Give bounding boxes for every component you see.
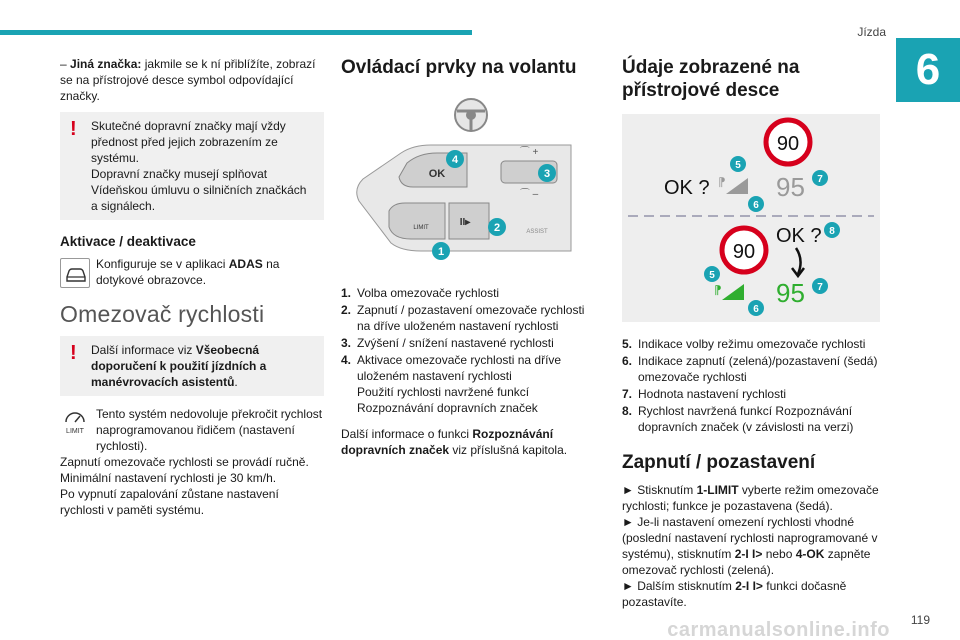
dashboard-display-diagram — [622, 114, 880, 322]
svg-text:6: 6 — [753, 304, 759, 315]
limiter-icon-grey — [718, 175, 748, 194]
limit-info-block: LIMIT Tento systém nedovoluje překročit rychlost naprogramovanou řidičem (nastavení rychlosti). Zapnutí omezovače rychlosti se provádí ručně. Minimální nastavení rychlosti je 30 km/h. Po vypnutí zapalování zůstane nastavení rychlosti v paměti systému. — [60, 407, 323, 517]
display-list — [622, 336, 884, 435]
limit-icon-label: LIMIT — [66, 428, 84, 435]
limit-speedometer-icon — [60, 406, 90, 436]
warning-box-more-info: ! Další informace viz Všeobecná doporučení k použití jízdních a manévrovacích asistentů. — [60, 336, 324, 396]
dashboard-display-svg — [622, 114, 880, 322]
section-title-dashboard-data: Údaje zobrazené na přístrojové desce — [622, 57, 800, 101]
ok-button-label: OK — [428, 168, 446, 180]
intro-bold: Jiná značka: — [70, 57, 142, 71]
svg-text:5: 5 — [709, 270, 715, 281]
watermark: carmanualsonline.info — [667, 619, 890, 640]
callout-8-bottom — [824, 222, 840, 238]
list-item: 3. Zvýšení / snížení nastavené rychlosti — [341, 336, 554, 350]
intro-paragraph: – Jiná značka: jakmile se k ní přiblížíte, zobrazí se na přístrojové desce symbol odpovídající značky. — [60, 57, 316, 103]
ok-question-bottom: OK ? — [776, 225, 822, 247]
list-item: 1. Volba omezovače rychlosti — [341, 286, 500, 300]
chapter-title: Jízda — [857, 25, 886, 39]
step-paragraph: ► Stisknutím 1-LIMIT vyberte režim omezovače rychlosti; funkce je pozastavena (šedá). — [622, 483, 879, 513]
ok-question-top: OK ? — [664, 177, 710, 199]
callout-7-top — [812, 170, 828, 186]
steering-controls-diagram — [341, 93, 595, 273]
callout-5-top — [730, 156, 746, 172]
svg-text:3: 3 — [543, 168, 551, 180]
svg-text:7: 7 — [817, 174, 823, 185]
svg-text:1: 1 — [437, 246, 445, 258]
set-speed-top: 95 — [776, 172, 805, 202]
chapter-number-badge: 6 — [896, 38, 960, 102]
section-title-activation: Zapnutí / pozastavení — [622, 452, 816, 473]
svg-text:⁋: ⁋ — [714, 283, 722, 297]
warning-box-traffic-signs: ! Skutečné dopravní značky mají vždy přednost před jejich zobrazením ze systému. Dopravní značky musejí splňovat Vídeňskou úmluvu o silničních značkách a signálech. — [60, 112, 324, 220]
callout-2 — [488, 218, 506, 236]
speed-limit-sign-bottom — [722, 228, 766, 272]
list-item: 5. Indikace volby režimu omezovače rychlosti — [622, 337, 866, 351]
callout-6-bottom — [748, 300, 764, 316]
svg-text:90: 90 — [776, 133, 800, 155]
callout-7-bottom — [812, 278, 828, 294]
header-accent-bar — [0, 30, 472, 35]
step-paragraph: ► Dalším stisknutím 2-I I> funkci dočasně pozastavíte. — [622, 579, 847, 609]
svg-text:⌒ –: ⌒ – — [519, 189, 539, 200]
limiter-icon-green — [714, 283, 744, 300]
more-info-paragraph: Další informace o funkci Rozpoznávání dopravních značek viz příslušná kapitola. — [341, 427, 568, 457]
svg-text:6: 6 — [753, 200, 759, 211]
callout-1 — [432, 242, 450, 260]
speed-limit-sign-top — [766, 120, 810, 164]
svg-text:8: 8 — [829, 226, 835, 237]
callout-4 — [446, 150, 464, 168]
list-item: 7. Hodnota nastavení rychlosti — [622, 387, 787, 401]
controls-list — [341, 285, 595, 416]
list-item: 6. Indikace zapnutí (zelená)/pozastavení (šedá) omezovače rychlosti — [622, 354, 878, 384]
page-number: 119 — [910, 613, 930, 627]
limit-button-label: LIMIT — [413, 225, 429, 231]
exclamation-icon: ! — [70, 342, 77, 364]
svg-text:7: 7 — [817, 282, 823, 293]
callout-5-bottom — [704, 266, 720, 282]
column-right — [622, 56, 884, 610]
activation-heading: Aktivace / deaktivace — [60, 234, 196, 249]
svg-text:90: 90 — [732, 241, 756, 263]
list-item: 2. Zapnutí / pozastavení omezovače rychlosti na dříve uloženém nastavení rychlosti — [341, 303, 585, 333]
arrow-icon — [796, 248, 801, 274]
step-paragraph: ► Je-li nastavení omezení rychlosti vhodné (poslední nastavení rychlosti naprogramované v systému), stisknutím 2-I I> nebo 4-OK zapněte omezovač rychlosti (zelená). — [622, 515, 878, 577]
svg-text:2: 2 — [493, 222, 501, 234]
exclamation-icon: ! — [70, 118, 77, 140]
svg-text:4: 4 — [451, 154, 459, 166]
callout-3 — [538, 164, 556, 182]
set-speed-bottom: 95 — [776, 278, 805, 308]
svg-text:⁋: ⁋ — [718, 175, 726, 189]
section-title-speed-limiter: Omezovač rychlosti — [60, 301, 265, 327]
car-adas-icon — [60, 258, 90, 288]
callout-6-top — [748, 196, 764, 212]
svg-text:5: 5 — [735, 160, 741, 171]
list-item: 4. Aktivace omezovače rychlosti na dříve uloženém nastavení rychlosti Použití rychlosti navržené funkcí Rozpoznávání dopravních značek — [341, 353, 562, 415]
pause-button-label: II▸ — [459, 217, 471, 228]
column-left — [60, 56, 324, 518]
list-item: 8. Rychlost navržená funkcí Rozpoznávání dopravních značek (v závislosti na verzi) — [622, 404, 854, 434]
activation-instruction: Konfiguruje se v aplikaci ADAS na dotykové obrazovce. — [60, 256, 324, 290]
section-title-steering-controls: Ovládací prvky na volantu — [341, 57, 577, 78]
assist-label: ASSIST — [526, 229, 548, 235]
steering-wheel-icon — [455, 99, 487, 131]
steering-diagram-svg — [341, 93, 595, 273]
column-middle — [341, 56, 595, 458]
svg-text:⌒ +: ⌒ + — [519, 147, 539, 158]
